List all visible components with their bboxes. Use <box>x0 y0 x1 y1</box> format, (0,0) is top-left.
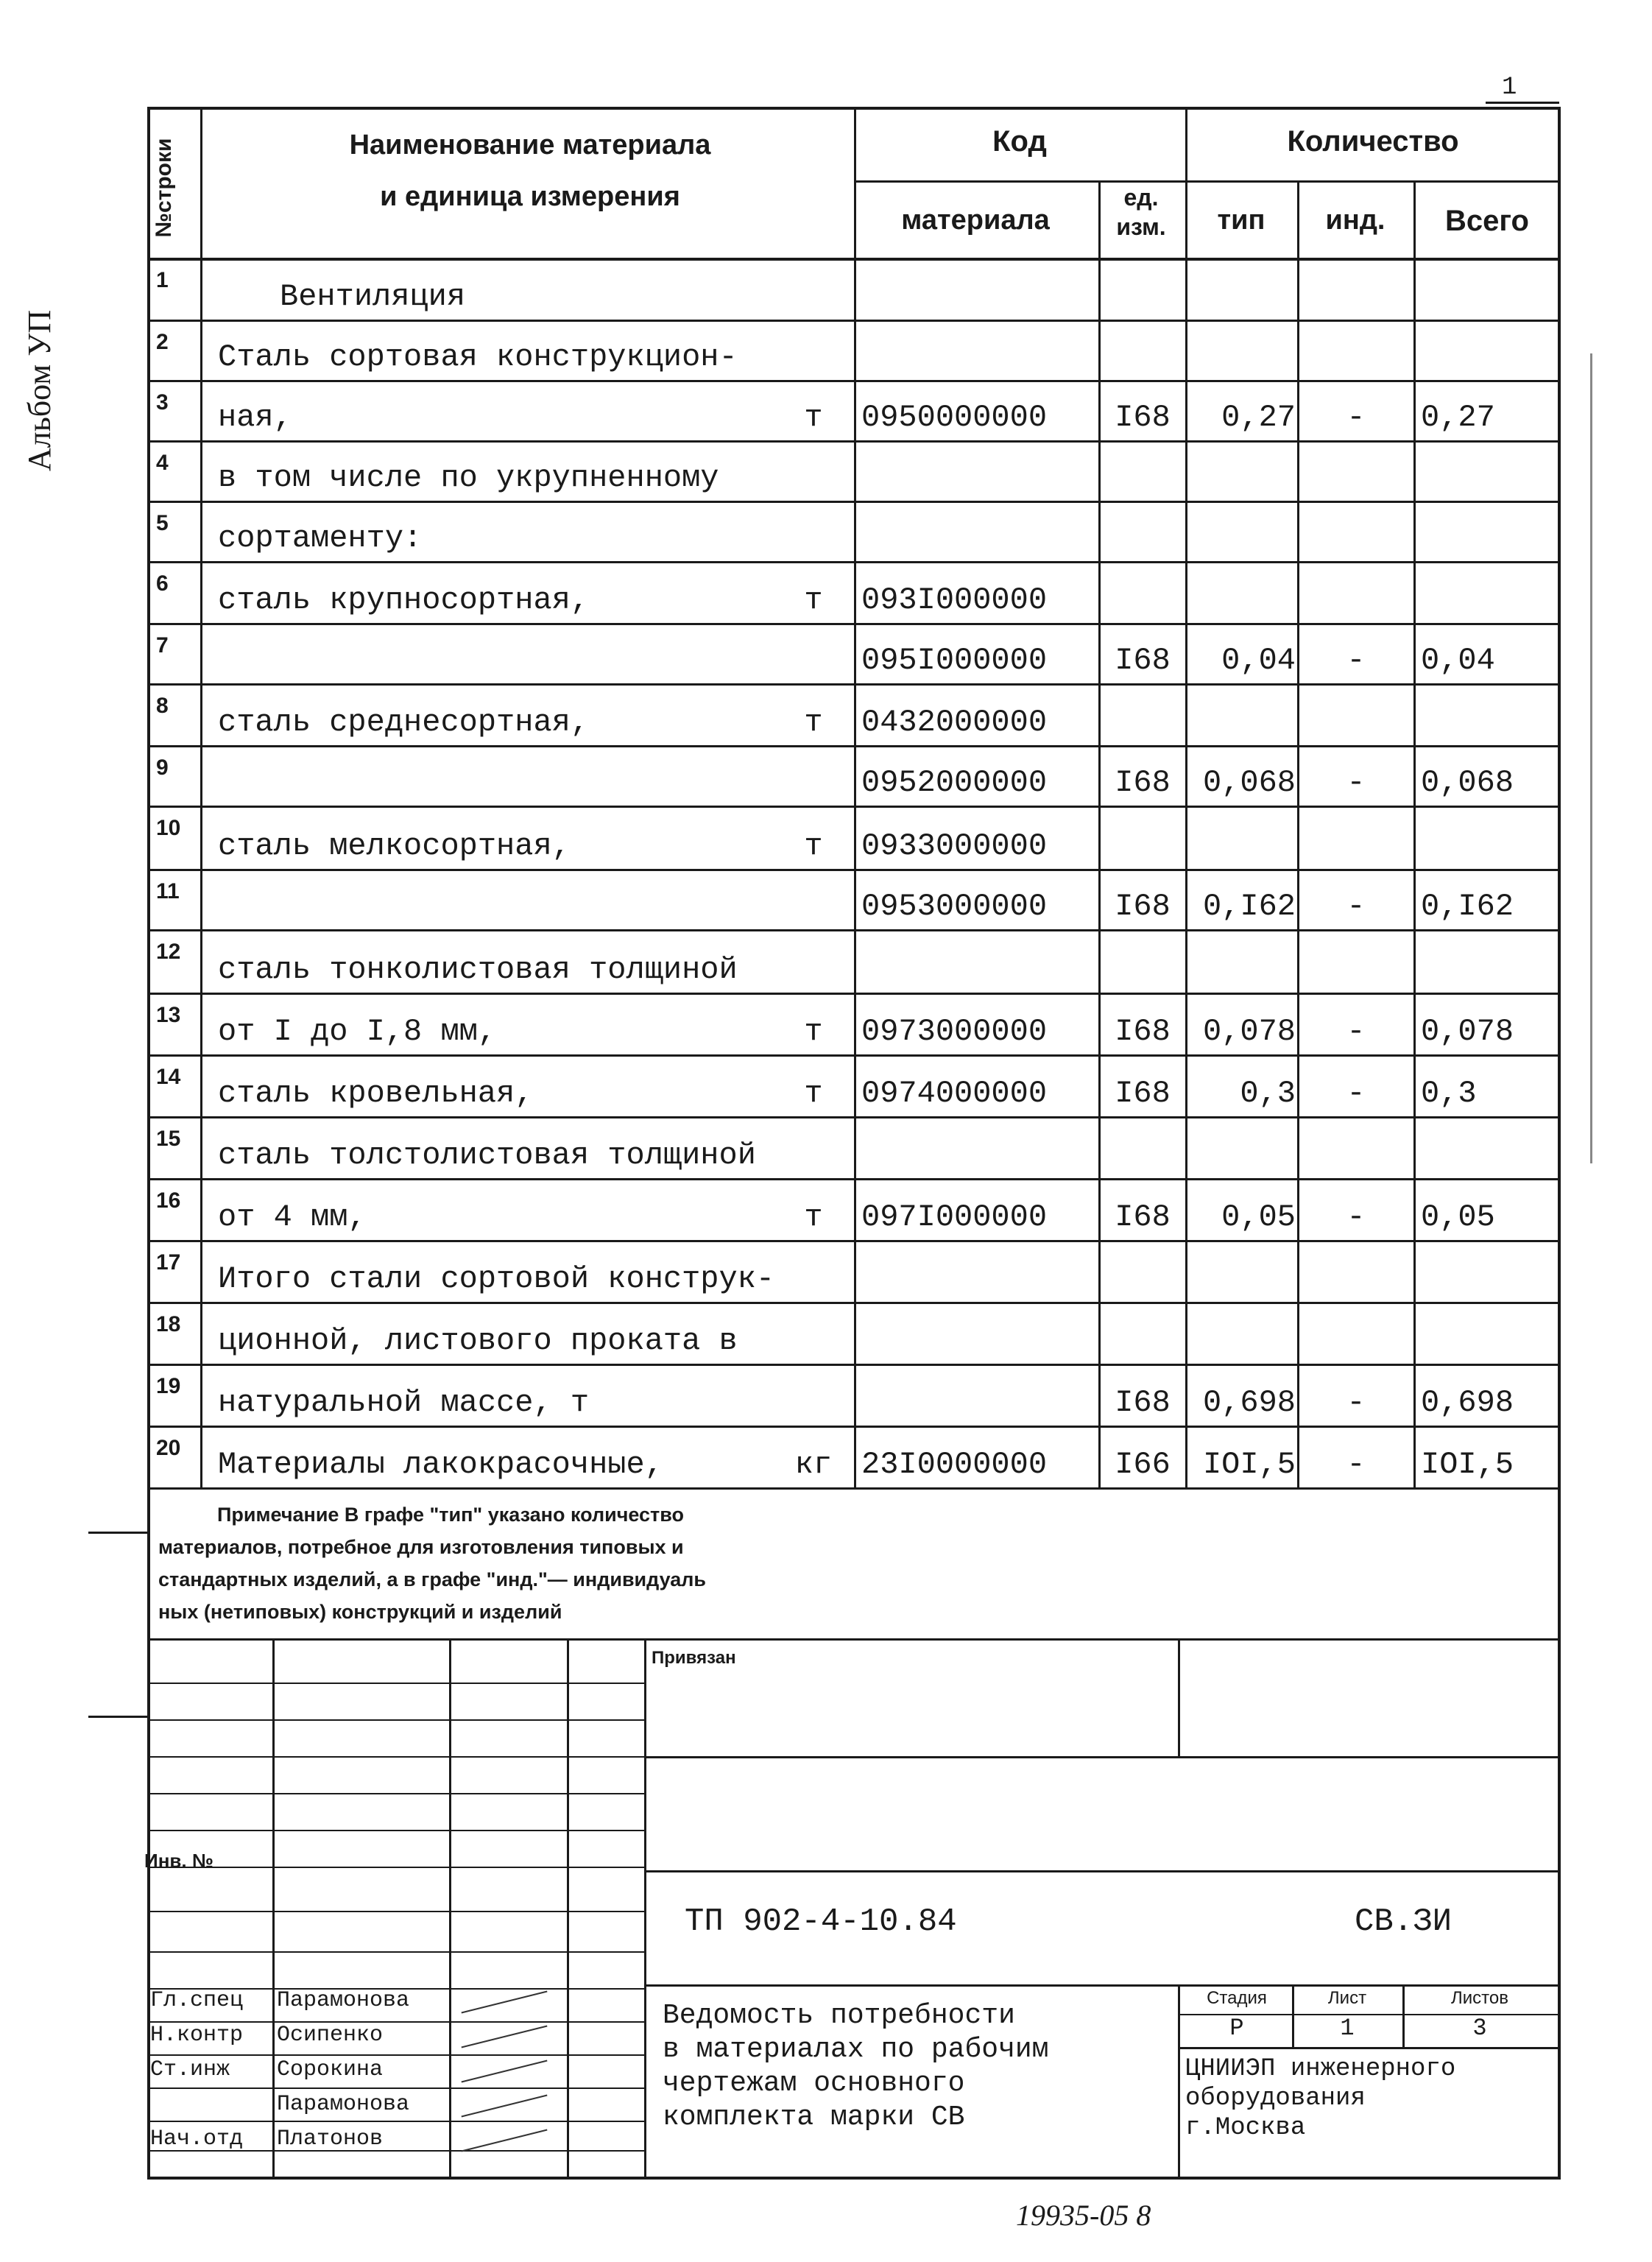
col-rule <box>1185 806 1187 869</box>
org-line: ЦНИИЭП инженерного <box>1185 2055 1456 2083</box>
col-rule <box>200 320 202 380</box>
col-rule <box>854 1054 856 1116</box>
col-rule <box>1297 1054 1299 1116</box>
material-code: 093I000000 <box>861 582 1048 618</box>
col-rule <box>1098 1426 1101 1487</box>
header-col-rule <box>1185 107 1187 258</box>
col-rule <box>854 1240 856 1302</box>
col-rule <box>1413 1054 1416 1116</box>
col-rule <box>1098 683 1101 745</box>
col-rule <box>200 1178 202 1240</box>
col-rule <box>200 745 202 806</box>
header-unit-1: ед. <box>1123 184 1159 211</box>
doc-title-line: чертежам основного <box>663 2068 965 2099</box>
col-rule <box>1185 1054 1187 1116</box>
col-rule <box>1413 929 1416 993</box>
row-number: 8 <box>156 694 169 718</box>
stamp-col-rule <box>1178 1638 1180 1756</box>
col-rule <box>200 623 202 683</box>
stamp-row-rule <box>147 2121 644 2122</box>
col-rule <box>854 1364 856 1426</box>
col-rule <box>1098 993 1101 1054</box>
material-name: сталь крупносортная, <box>218 582 590 618</box>
col-rule <box>200 1240 202 1302</box>
col-rule <box>854 561 856 623</box>
col-rule <box>854 1426 856 1487</box>
qty-total: 0,3 <box>1421 1076 1477 1111</box>
doc-title-line: в материалах по рабочим <box>663 2034 1049 2065</box>
col-rule <box>1098 1054 1101 1116</box>
row-number: 18 <box>156 1312 181 1336</box>
col-rule <box>1185 993 1187 1054</box>
doc-code: ТП 902-4-10.84 <box>685 1903 957 1940</box>
col-rule <box>1413 745 1416 806</box>
stamp-row-rule <box>147 1830 644 1831</box>
col-rule <box>200 1302 202 1364</box>
col-rule <box>1297 1302 1299 1364</box>
signature-name: Парамонова <box>277 2092 410 2117</box>
header-row-no: №строки <box>152 138 176 238</box>
col-rule <box>854 258 856 320</box>
qty-ind: - <box>1346 1199 1366 1235</box>
col-rule <box>1185 440 1187 501</box>
sheets-label: Листов <box>1451 1988 1508 2008</box>
col-rule <box>854 320 856 380</box>
col-rule <box>1413 440 1416 501</box>
stage-value: Р <box>1229 2015 1244 2042</box>
material-code: 097I000000 <box>861 1199 1048 1235</box>
unit-code: I68 <box>1115 1385 1171 1420</box>
col-rule <box>1413 258 1416 320</box>
header-code: Код <box>992 125 1047 158</box>
doc-title-line: Ведомость потребности <box>663 2000 1015 2032</box>
qty-ind: - <box>1346 889 1366 924</box>
unit-code: I68 <box>1115 1199 1171 1235</box>
signature-role: Н.контр <box>150 2023 244 2048</box>
note <box>158 1498 1542 1628</box>
col-rule <box>1098 1240 1101 1302</box>
col-rule <box>1297 1240 1299 1302</box>
signature-name: Платонов <box>277 2127 384 2152</box>
row-number: 2 <box>156 330 169 354</box>
qty-typ: 0,3 <box>1240 1076 1296 1111</box>
signature-name: Парамонова <box>277 1988 410 2013</box>
unit-suffix: т <box>804 400 823 435</box>
col-rule <box>1413 1178 1416 1240</box>
col-rule <box>1297 683 1299 745</box>
col-rule <box>854 929 856 993</box>
stamp-row-rule <box>147 2087 644 2089</box>
col-rule <box>1098 501 1101 561</box>
note-line: стандартных изделий, а в графе "инд."— индивидуаль <box>158 1568 707 1590</box>
signature-name: Осипенко <box>277 2023 384 2048</box>
qty-ind: - <box>1346 1447 1366 1482</box>
row-number: 13 <box>156 1003 181 1027</box>
qty-total: 0,04 <box>1421 643 1495 678</box>
col-rule <box>1185 1240 1187 1302</box>
col-rule <box>1098 258 1101 320</box>
material-name: Вентиляция <box>280 279 466 314</box>
row-number: 20 <box>156 1436 181 1460</box>
col-rule <box>1413 1116 1416 1178</box>
col-rule <box>854 380 856 440</box>
col-rule <box>1098 561 1101 623</box>
col-rule <box>1297 806 1299 869</box>
sheet-label: Лист <box>1327 1988 1367 2008</box>
row-number: 10 <box>156 816 181 840</box>
material-name: Материалы лакокрасочные, <box>218 1447 663 1482</box>
qty-ind: - <box>1346 1076 1366 1111</box>
material-name: ная, <box>218 400 292 435</box>
unit-suffix: т <box>804 1199 823 1235</box>
row-number: 16 <box>156 1188 181 1213</box>
header-ind: инд. <box>1325 205 1386 236</box>
row-number: 5 <box>156 511 169 535</box>
col-rule <box>1185 1178 1187 1240</box>
qty-ind: - <box>1346 643 1366 678</box>
col-rule <box>200 929 202 993</box>
qty-total: 0,078 <box>1421 1014 1514 1049</box>
col-rule <box>1098 806 1101 869</box>
qty-ind: - <box>1346 1014 1366 1049</box>
stamp-row-rule <box>147 1911 644 1912</box>
note-line: материалов, потребное для изготовления типовых и <box>158 1536 684 1558</box>
stamp-rule <box>147 1638 1561 1641</box>
col-rule <box>1185 258 1187 320</box>
qty-typ: IOI,5 <box>1202 1447 1296 1482</box>
row-number: 11 <box>156 879 180 903</box>
qty-total: IOI,5 <box>1421 1447 1514 1482</box>
col-rule <box>1098 745 1101 806</box>
stamp-row-rule <box>147 1793 644 1794</box>
material-name: от 4 мм, <box>218 1199 367 1235</box>
header-name-line2: и единица измерения <box>380 181 680 212</box>
col-rule <box>1413 623 1416 683</box>
row-number: 19 <box>156 1374 181 1398</box>
col-rule <box>1098 869 1101 929</box>
qty-ind: - <box>1346 400 1366 435</box>
col-rule <box>1413 1302 1416 1364</box>
col-rule <box>1185 561 1187 623</box>
material-code: 0933000000 <box>861 828 1048 864</box>
col-rule <box>1297 1364 1299 1426</box>
stamp-row-rule <box>147 1951 644 1953</box>
header-col-rule <box>1098 180 1101 258</box>
material-name: сортаменту: <box>218 521 423 556</box>
col-rule <box>1413 1240 1416 1302</box>
col-rule <box>1297 501 1299 561</box>
col-rule <box>200 1364 202 1426</box>
col-rule <box>1297 869 1299 929</box>
signature-role: Гл.спец <box>150 1988 244 2013</box>
right-margin-line <box>1590 353 1592 1163</box>
material-code: 0950000000 <box>861 400 1048 435</box>
row-number: 7 <box>156 633 169 658</box>
col-rule <box>200 380 202 440</box>
material-code: 0432000000 <box>861 705 1048 740</box>
qty-ind: - <box>1346 765 1366 800</box>
unit-suffix: т <box>804 828 823 864</box>
header-col-rule <box>1297 180 1299 258</box>
doc-title-line: комплекта марки СВ <box>663 2101 965 2133</box>
signature-role: Ст.инж <box>150 2057 230 2082</box>
material-code: 095I000000 <box>861 643 1048 678</box>
col-rule <box>1098 1116 1101 1178</box>
col-rule <box>1297 745 1299 806</box>
col-rule <box>1185 1426 1187 1487</box>
material-code: 23I0000000 <box>861 1447 1048 1482</box>
col-rule <box>1185 1116 1187 1178</box>
material-code: 0952000000 <box>861 765 1048 800</box>
unit-code: I68 <box>1115 889 1171 924</box>
col-rule <box>854 993 856 1054</box>
col-rule <box>1185 380 1187 440</box>
org-line: оборудования <box>1185 2085 1366 2113</box>
qty-typ: 0,698 <box>1202 1385 1296 1420</box>
material-name: Итого стали сортовой конструк- <box>218 1261 775 1297</box>
qty-typ: 0,078 <box>1202 1014 1296 1049</box>
col-rule <box>1297 929 1299 993</box>
corner-tick <box>1486 102 1559 104</box>
unit-suffix: кг <box>794 1447 833 1482</box>
qty-typ: 0,04 <box>1221 643 1296 678</box>
header-col-rule <box>200 107 202 258</box>
col-rule <box>1297 258 1299 320</box>
col-rule <box>1098 1302 1101 1364</box>
unit-code: I68 <box>1115 400 1171 435</box>
row-number: 12 <box>156 940 181 964</box>
unit-code: I68 <box>1115 643 1171 678</box>
col-rule <box>200 501 202 561</box>
col-rule <box>200 1426 202 1487</box>
col-rule <box>1185 929 1187 993</box>
material-name: от I до I,8 мм, <box>218 1014 497 1049</box>
stamp-rule <box>644 1984 1561 1987</box>
row-rule <box>147 1487 1561 1490</box>
col-rule <box>854 623 856 683</box>
col-rule <box>1185 683 1187 745</box>
qty-total: 0,27 <box>1421 400 1495 435</box>
col-rule <box>1297 993 1299 1054</box>
header-material: материала <box>901 205 1050 236</box>
qty-total: 0,I62 <box>1421 889 1514 924</box>
inv-no-label: Инв. № <box>144 1850 213 1872</box>
col-rule <box>200 1054 202 1116</box>
footer-number: 19935-05 8 <box>1016 2199 1151 2232</box>
col-rule <box>1297 623 1299 683</box>
row-number: 14 <box>156 1065 181 1089</box>
col-rule <box>200 440 202 501</box>
material-name: в том числе по укрупненному <box>218 460 719 496</box>
col-rule <box>1185 869 1187 929</box>
col-rule <box>1413 869 1416 929</box>
unit-suffix: т <box>804 1014 823 1049</box>
material-name: сталь кровельная, <box>218 1076 534 1111</box>
stamp-row-rule <box>147 1867 644 1868</box>
privyazan-label: Привязан <box>652 1648 736 1668</box>
col-rule <box>1413 501 1416 561</box>
qty-total: 0,05 <box>1421 1199 1495 1235</box>
qty-ind: - <box>1346 1385 1366 1420</box>
unit-code: I68 <box>1115 1014 1171 1049</box>
header-unit-2: изм. <box>1116 214 1166 240</box>
stamp-col-rule <box>644 1638 646 2180</box>
col-rule <box>1185 1302 1187 1364</box>
col-rule <box>1413 320 1416 380</box>
unit-code: I66 <box>1115 1447 1171 1482</box>
stamp-rule <box>644 1870 1561 1872</box>
col-rule <box>854 1116 856 1178</box>
row-number: 1 <box>156 268 169 292</box>
qty-total: 0,698 <box>1421 1385 1514 1420</box>
col-rule <box>1413 683 1416 745</box>
col-rule <box>1098 1364 1101 1426</box>
col-rule <box>854 869 856 929</box>
note-line: ных (нетиповых) конструкций и изделий <box>158 1601 562 1623</box>
col-rule <box>1297 440 1299 501</box>
header-total: Всего <box>1445 205 1529 237</box>
qty-typ: 0,I62 <box>1202 889 1296 924</box>
stamp-row-rule <box>147 1719 644 1721</box>
organization <box>1185 2054 1455 2143</box>
material-name: натуральной массе, т <box>218 1385 590 1420</box>
col-rule <box>854 1302 856 1364</box>
material-name: сталь среднесортная, <box>218 705 590 740</box>
row-number: 4 <box>156 451 169 475</box>
album-label: Альбом УП <box>21 309 57 471</box>
qty-total: 0,068 <box>1421 765 1514 800</box>
stamp-rule <box>1178 2047 1561 2049</box>
material-code: 0953000000 <box>861 889 1048 924</box>
unit-suffix: т <box>804 582 823 618</box>
doc-title <box>663 1999 1049 2135</box>
col-rule <box>854 440 856 501</box>
row-number: 15 <box>156 1127 181 1151</box>
header-col-rule <box>854 107 856 258</box>
col-rule <box>1413 1426 1416 1487</box>
col-rule <box>1098 929 1101 993</box>
header-quantity: Количество <box>1287 125 1459 158</box>
unit-code: I68 <box>1115 765 1171 800</box>
signature-role: Нач.отд <box>150 2127 244 2152</box>
row-number: 3 <box>156 390 169 415</box>
signature-name: Сорокина <box>277 2057 384 2082</box>
col-rule <box>854 501 856 561</box>
col-rule <box>1297 1426 1299 1487</box>
note-line: Примечание В графе "тип" указано количество <box>217 1504 684 1526</box>
doc-mark: СВ.ЗИ <box>1355 1903 1452 1940</box>
material-name: сталь толстолистовая толщиной <box>218 1138 756 1173</box>
col-rule <box>1297 1116 1299 1178</box>
col-rule <box>200 806 202 869</box>
col-rule <box>1098 1178 1101 1240</box>
row-number: 17 <box>156 1250 181 1275</box>
qty-typ: 0,068 <box>1202 765 1296 800</box>
col-rule <box>200 993 202 1054</box>
sheets-value: 3 <box>1472 2015 1487 2042</box>
material-name: Сталь сортовая конструкцион- <box>218 339 738 375</box>
col-rule <box>1297 1178 1299 1240</box>
col-rule <box>1413 1364 1416 1426</box>
col-rule <box>1297 561 1299 623</box>
row-number: 6 <box>156 571 169 596</box>
org-line: г.Москва <box>1185 2114 1306 2142</box>
stamp-rule <box>644 1756 1561 1758</box>
header-rule <box>854 180 1561 183</box>
col-rule <box>854 1178 856 1240</box>
header-col-rule <box>1413 180 1416 258</box>
col-rule <box>1185 745 1187 806</box>
col-rule <box>1413 806 1416 869</box>
sheet-value: 1 <box>1340 2015 1355 2042</box>
page-marker: 1 <box>1502 74 1517 102</box>
col-rule <box>200 561 202 623</box>
col-rule <box>854 745 856 806</box>
stamp-row-rule <box>147 1683 644 1684</box>
unit-code: I68 <box>1115 1076 1171 1111</box>
col-rule <box>1297 320 1299 380</box>
unit-suffix: т <box>804 705 823 740</box>
col-rule <box>1098 623 1101 683</box>
col-rule <box>1413 380 1416 440</box>
stage-label: Стадия <box>1207 1988 1267 2008</box>
stamp-row-rule <box>147 1756 644 1758</box>
material-code: 0973000000 <box>861 1014 1048 1049</box>
col-rule <box>1098 320 1101 380</box>
material-name: ционной, листового проката в <box>218 1323 738 1359</box>
col-rule <box>200 683 202 745</box>
col-rule <box>1098 440 1101 501</box>
col-rule <box>200 258 202 320</box>
col-rule <box>1185 501 1187 561</box>
col-rule <box>854 806 856 869</box>
col-rule <box>1185 623 1187 683</box>
stamp-row-rule <box>147 2054 644 2056</box>
header-typ: тип <box>1217 205 1266 236</box>
col-rule <box>1297 380 1299 440</box>
col-rule <box>1413 993 1416 1054</box>
col-rule <box>200 869 202 929</box>
qty-typ: 0,05 <box>1221 1199 1296 1235</box>
header-name-line1: Наименование материала <box>349 130 711 161</box>
unit-suffix: т <box>804 1076 823 1111</box>
col-rule <box>1413 561 1416 623</box>
col-rule <box>1098 380 1101 440</box>
col-rule <box>854 683 856 745</box>
material-code: 0974000000 <box>861 1076 1048 1111</box>
qty-typ: 0,27 <box>1221 400 1296 435</box>
col-rule <box>1185 320 1187 380</box>
row-number: 9 <box>156 755 169 780</box>
margin-tick <box>88 1532 147 1534</box>
col-rule <box>200 1116 202 1178</box>
material-name: сталь мелкосортная, <box>218 828 571 864</box>
col-rule <box>1185 1364 1187 1426</box>
material-name: сталь тонколистовая толщиной <box>218 952 738 987</box>
margin-tick <box>88 1716 147 1718</box>
